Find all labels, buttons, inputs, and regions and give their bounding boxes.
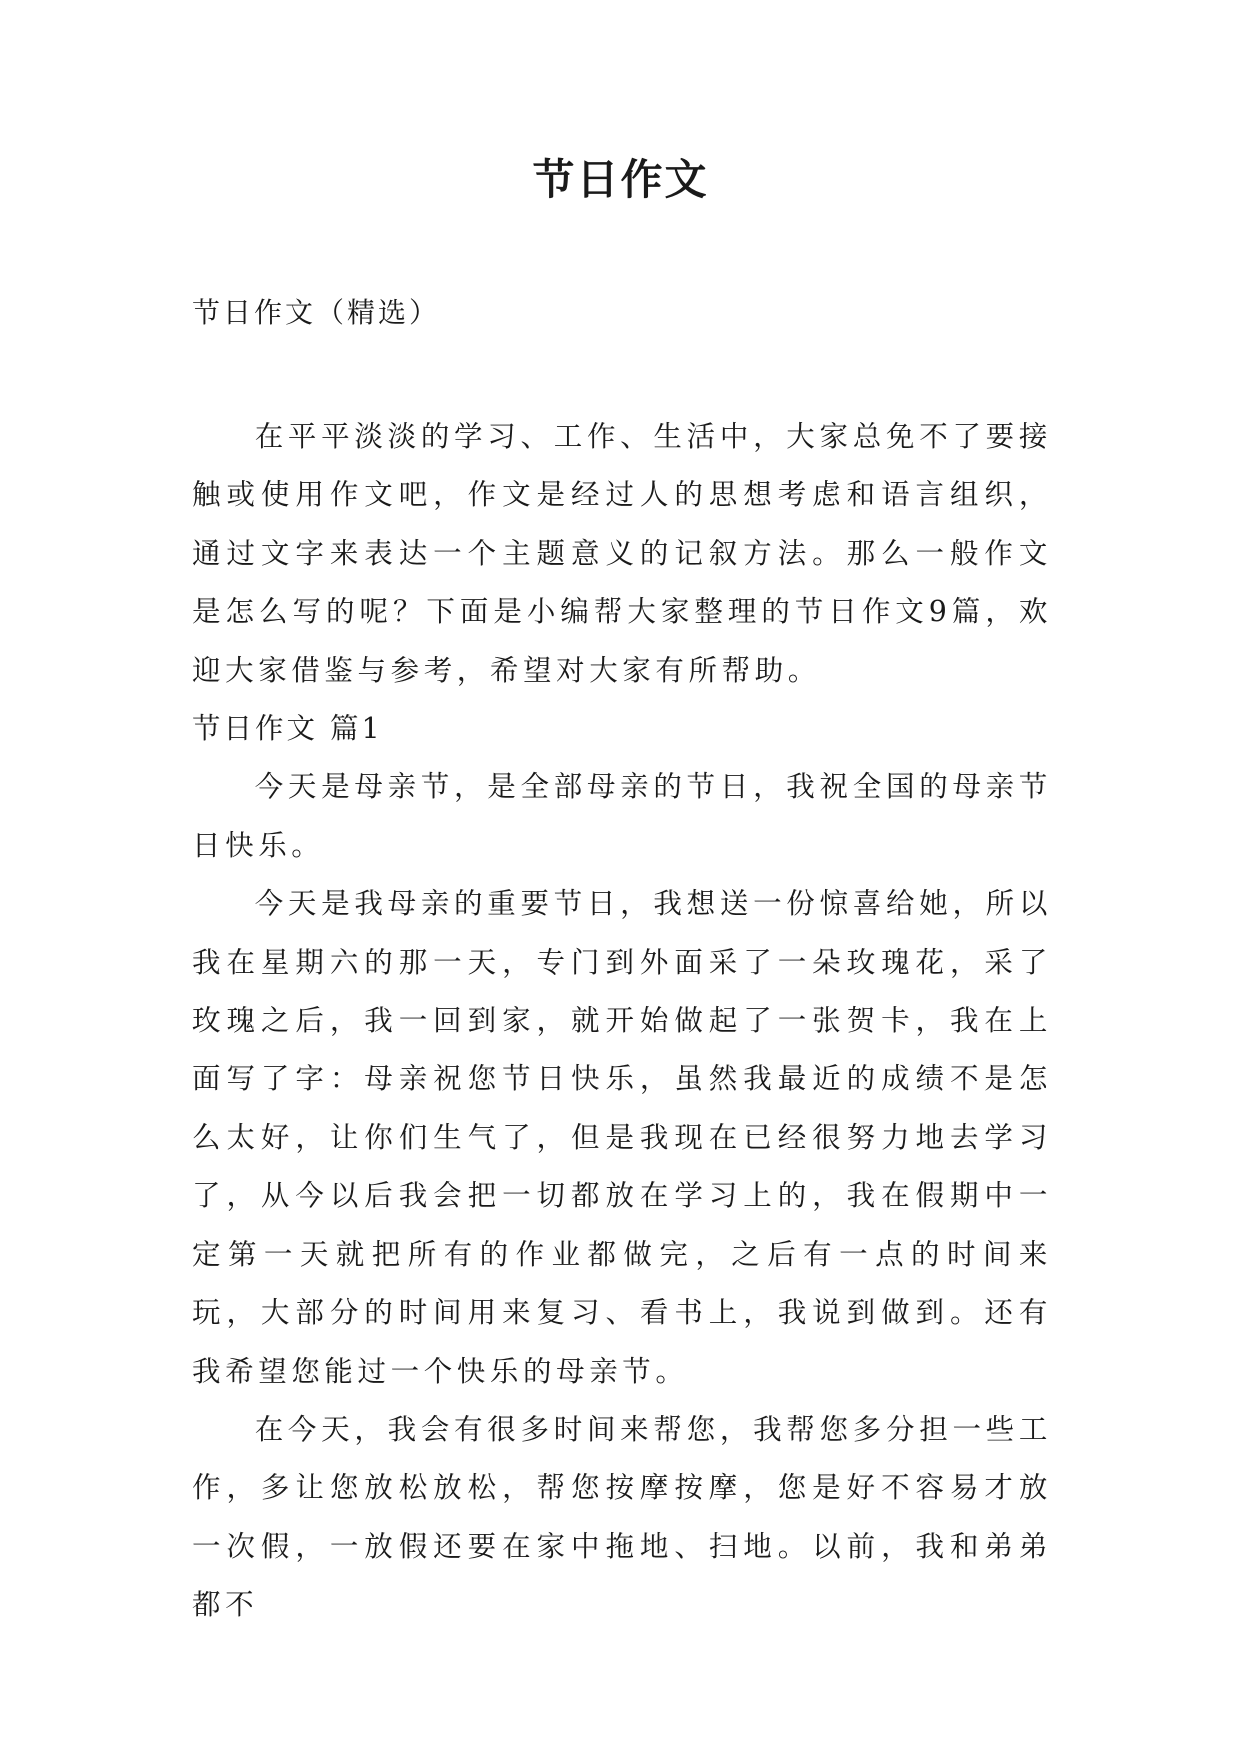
document-title: 节日作文 (532, 155, 709, 204)
body-paragraph: 今天是我母亲的重要节日，我想送一份惊喜给她，所以我在星期六的那一天，专门到外面采了一朵玫瑰花，采了玫瑰之后，我一回到家，就开始做起了一张贺卡，我在上面写了字：母亲祝您节日快乐，虽然我最近的成绩不是怎么太好，让你们生气了，但是我现在已经很努力地去学习了，从今以后我会把一切都放在学习上的，我在假期中一定第一天就把所有的作业都做完，之后有一点的时间来玩，大部分的时间用来复习、看书上，我说到做到。还有我希望您能过一个快乐的母亲节。 (192, 887, 1052, 1388)
body-paragraph: 今天是母亲节，是全部母亲的节日，我祝全国的母亲节日快乐。 (192, 770, 1052, 862)
document-body (192, 408, 1052, 1635)
intro-paragraph: 在平平淡淡的学习、工作、生活中，大家总免不了要接触或使用作文吧，作文是经过人的思想考虑和语言组织，通过文字来表达一个主题意义的记叙方法。那么一般作文是怎么写的呢？下面是小编帮大家整理的节日作文9篇，欢迎大家借鉴与参考，希望对大家有所帮助。 (192, 420, 1052, 687)
body-paragraph: 在今天，我会有很多时间来帮您，我帮您多分担一些工作，多让您放松放松，帮您按摩按摩，您是好不容易才放一次假，一放假还要在家中拖地、扫地。以前，我和弟弟都不 (192, 1412, 1052, 1622)
document-subtitle: 节日作文（精选） (192, 296, 441, 329)
section-heading: 节日作文 篇1 (192, 712, 383, 746)
